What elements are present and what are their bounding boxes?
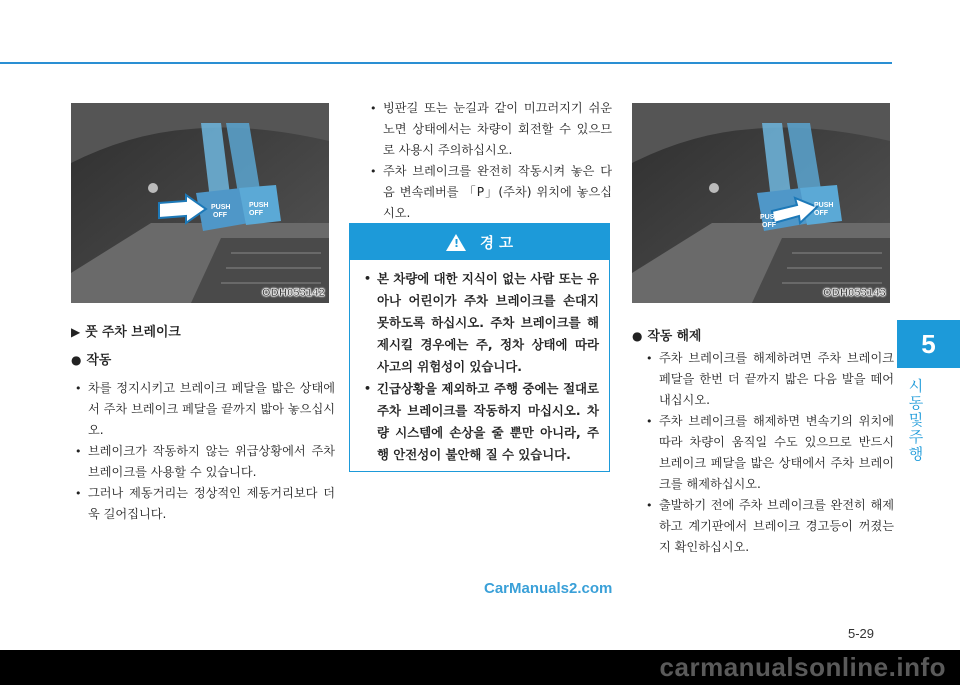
pedal-apply-illustration: [71, 103, 329, 303]
circle-bullet-icon: ●: [71, 352, 82, 367]
pedal-release-illustration: [632, 103, 890, 303]
subsection-title-release: [632, 324, 894, 348]
left-column: [71, 320, 335, 525]
warning-bullets: [360, 268, 599, 466]
svg-text:PUSH: PUSH: [211, 204, 231, 211]
svg-text:PUSH: PUSH: [249, 202, 269, 209]
photo-pedal-apply: [71, 103, 329, 303]
warning-header: [350, 224, 609, 260]
watermark-link[interactable]: CarManuals2.com: [484, 580, 613, 597]
section-tab[interactable]: [897, 320, 960, 368]
svg-text:PUSH: PUSH: [760, 214, 780, 221]
warning-title: 경 고: [479, 235, 514, 252]
list-item: • 차를 정지시키고 브레이크 페달을 밟은 상태에서 주차 브레이크 페달을 끝까지 밟아 놓으십시오.: [71, 378, 335, 441]
subsection-title-text: 작동 해제: [647, 328, 702, 344]
photo-code: ODH053142: [262, 287, 325, 299]
circle-bullet-icon: ●: [632, 328, 643, 343]
photo-code: ODH053143: [823, 287, 886, 299]
list-item: • 주차 브레이크를 해제하면 변속기의 위치에 따라 차량이 움직일 수도 있으므로 반드시 브레이크 페달을 밟은 상태에서 주차 브레이크를 해제하십시오.: [642, 411, 894, 495]
list-item: • 브레이크가 작동하지 않는 위급상황에서 주차 브레이크를 사용할 수 있습니다.: [71, 441, 335, 483]
warning-triangle-icon: !: [446, 234, 466, 251]
page-number: 5-29: [848, 626, 875, 641]
list-item: • 본 차량에 대한 지식이 없는 사람 또는 유아나 어린이가 주차 브레이크를 손대지 못하도록 하십시오. 주차 브레이크를 해제시킬 경우에는 주, 정차 상태에 따라 사고의 위험성이 있습니다.: [360, 268, 599, 378]
warning-box: [349, 223, 610, 472]
list-item: • 주차 브레이크를 완전히 작동시켜 놓은 다음 변속레버를 「P」(주차) 위치에 놓으십시오.: [366, 161, 612, 224]
svg-text:PUSH: PUSH: [814, 202, 834, 209]
photo-pedal-release: [632, 103, 890, 303]
list-item: • 주차 브레이크를 해제하려면 주차 브레이크 페달을 한번 더 끝까지 밟은 다음 발을 떼어내십시오.: [642, 348, 894, 411]
list-item: • 출발하기 전에 주차 브레이크를 완전히 해제하고 계기판에서 브레이크 경고등이 꺼졌는지 확인하십시오.: [642, 495, 894, 558]
list-item: • 긴급상황을 제외하고 주행 중에는 절대로 주차 브레이크를 작동하지 마십시오. 차량 시스템에 손상을 줄 뿐만 아니라, 주행 안전성이 불안해 질 수 있습니다.: [360, 378, 599, 466]
svg-text:OFF: OFF: [814, 210, 828, 217]
section-title-text: 풋 주차 브레이크: [85, 324, 181, 340]
warning-body: [350, 260, 609, 466]
header-rule: [0, 62, 892, 64]
list-item: • 빙판길 또는 눈길과 같이 미끄러지기 쉬운 노면 상태에서는 차량이 회전할 수 있으므로 사용시 주의하십시오.: [366, 98, 612, 161]
caution-bullets: [366, 98, 612, 224]
release-bullets: [632, 348, 894, 558]
apply-bullets: [71, 378, 335, 525]
middle-column: [366, 98, 612, 224]
section-number: 5: [921, 328, 936, 359]
subsection-title-apply: [71, 348, 335, 372]
svg-text:OFF: OFF: [213, 212, 227, 219]
section-label: 시동 및 주행: [908, 377, 924, 463]
right-column: [632, 324, 894, 558]
footer-site-link[interactable]: carmanualsonline.info: [659, 652, 946, 682]
subsection-title-text: 작동: [86, 352, 112, 368]
svg-text:OFF: OFF: [762, 222, 776, 229]
list-item: • 그러나 제동거리는 정상적인 제동거리보다 더욱 길어집니다.: [71, 483, 335, 525]
section-title: [71, 320, 335, 344]
svg-text:OFF: OFF: [249, 210, 263, 217]
triangle-right-icon: ▶: [71, 324, 81, 339]
